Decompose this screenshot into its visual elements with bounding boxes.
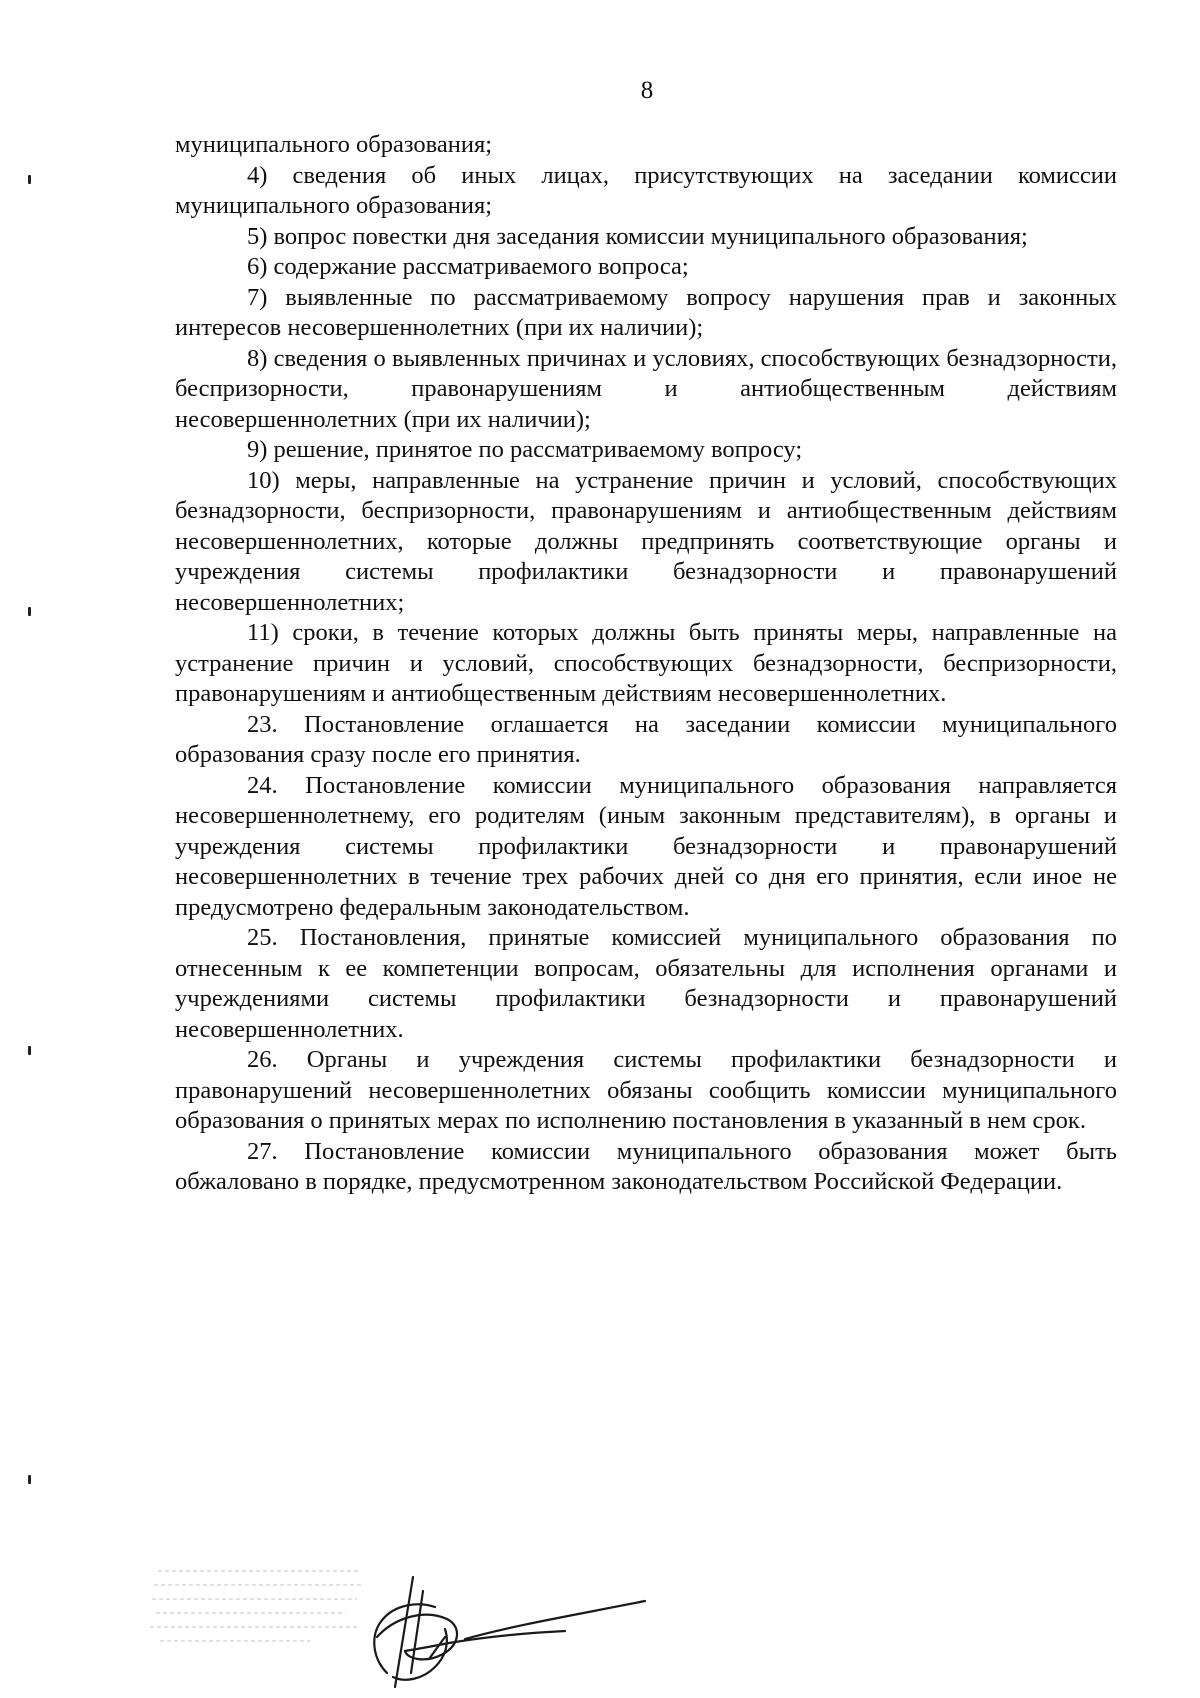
list-item-11: 11) сроки, в течение которых должны быть приняты меры, направленные на устранение причин и условий, способствующих безнадзорности, беспризорности, правонарушениям и антиобщественным действиям несовершеннолетних.: [175, 619, 1117, 707]
clause-23: 23. Постановление оглашается на заседании комиссии муниципального образования сразу после его принятия.: [175, 710, 1117, 768]
margin-mark: [28, 607, 31, 616]
list-item-8: 8) сведения о выявленных причинах и условиях, способствующих безнадзорности, беспризорности, правонарушениям и антиобщественным действиям несовершеннолетних (при их наличии);: [175, 344, 1117, 433]
paragraph-continuation: муниципального образования;: [175, 131, 493, 158]
handwritten-signature: [365, 1555, 655, 1695]
margin-mark: [28, 175, 31, 184]
list-item-6: 6) содержание рассматриваемого вопроса;: [247, 253, 689, 280]
margin-mark: [28, 1475, 31, 1484]
list-item-9: 9) решение, принятое по рассматриваемому вопросу;: [247, 436, 803, 463]
clause-26: 26. Органы и учреждения системы профилактики безнадзорности и правонарушений несовершеннолетних обязаны сообщить комиссии муниципального образования о принятых мерах по исполнению постановления в указанный в нем срок.: [175, 1046, 1117, 1134]
document-body: [175, 130, 1117, 1198]
page-number: 8: [640, 77, 654, 104]
faint-stamp-bleedthrough: [150, 1562, 370, 1657]
margin-mark: [28, 1046, 31, 1055]
clause-25: 25. Постановления, принятые комиссией муниципального образования по отнесенным к ее компетенции вопросам, обязательны для исполнения органами и учреждениями системы профилактики безнадзорности и правонарушений несовершеннолетних.: [175, 924, 1117, 1043]
clause-24: 24. Постановление комиссии муниципального образования направляется несовершеннолетнему, его родителям (иным законным представителям), в органы и учреждения системы профилактики безнадзорности и правонарушений несовершеннолетних в течение трех рабочих дней со дня его принятия, если иное не предусмотрено федеральным законодательством.: [175, 771, 1117, 921]
list-item-7: 7) выявленные по рассматриваемому вопросу нарушения прав и законных интересов несовершеннолетних (при их наличии);: [175, 283, 1117, 341]
list-item-4: 4) сведения об иных лицах, присутствующих на заседании комиссии муниципального образования;: [175, 161, 1117, 219]
clause-27: 27. Постановление комиссии муниципального образования может быть обжаловано в порядке, предусмотренном законодательством Российской Федерации.: [175, 1137, 1117, 1195]
list-item-10: 10) меры, направленные на устранение причин и условий, способствующих безнадзорности, беспризорности, правонарушениям и антиобщественным действиям несовершеннолетних, которые должны предпринять соответствующие органы и учреждения системы профилактики безнадзорности и правонарушений несовершеннолетних;: [175, 466, 1117, 616]
list-item-5: 5) вопрос повестки дня заседания комиссии муниципального образования;: [247, 222, 1028, 250]
